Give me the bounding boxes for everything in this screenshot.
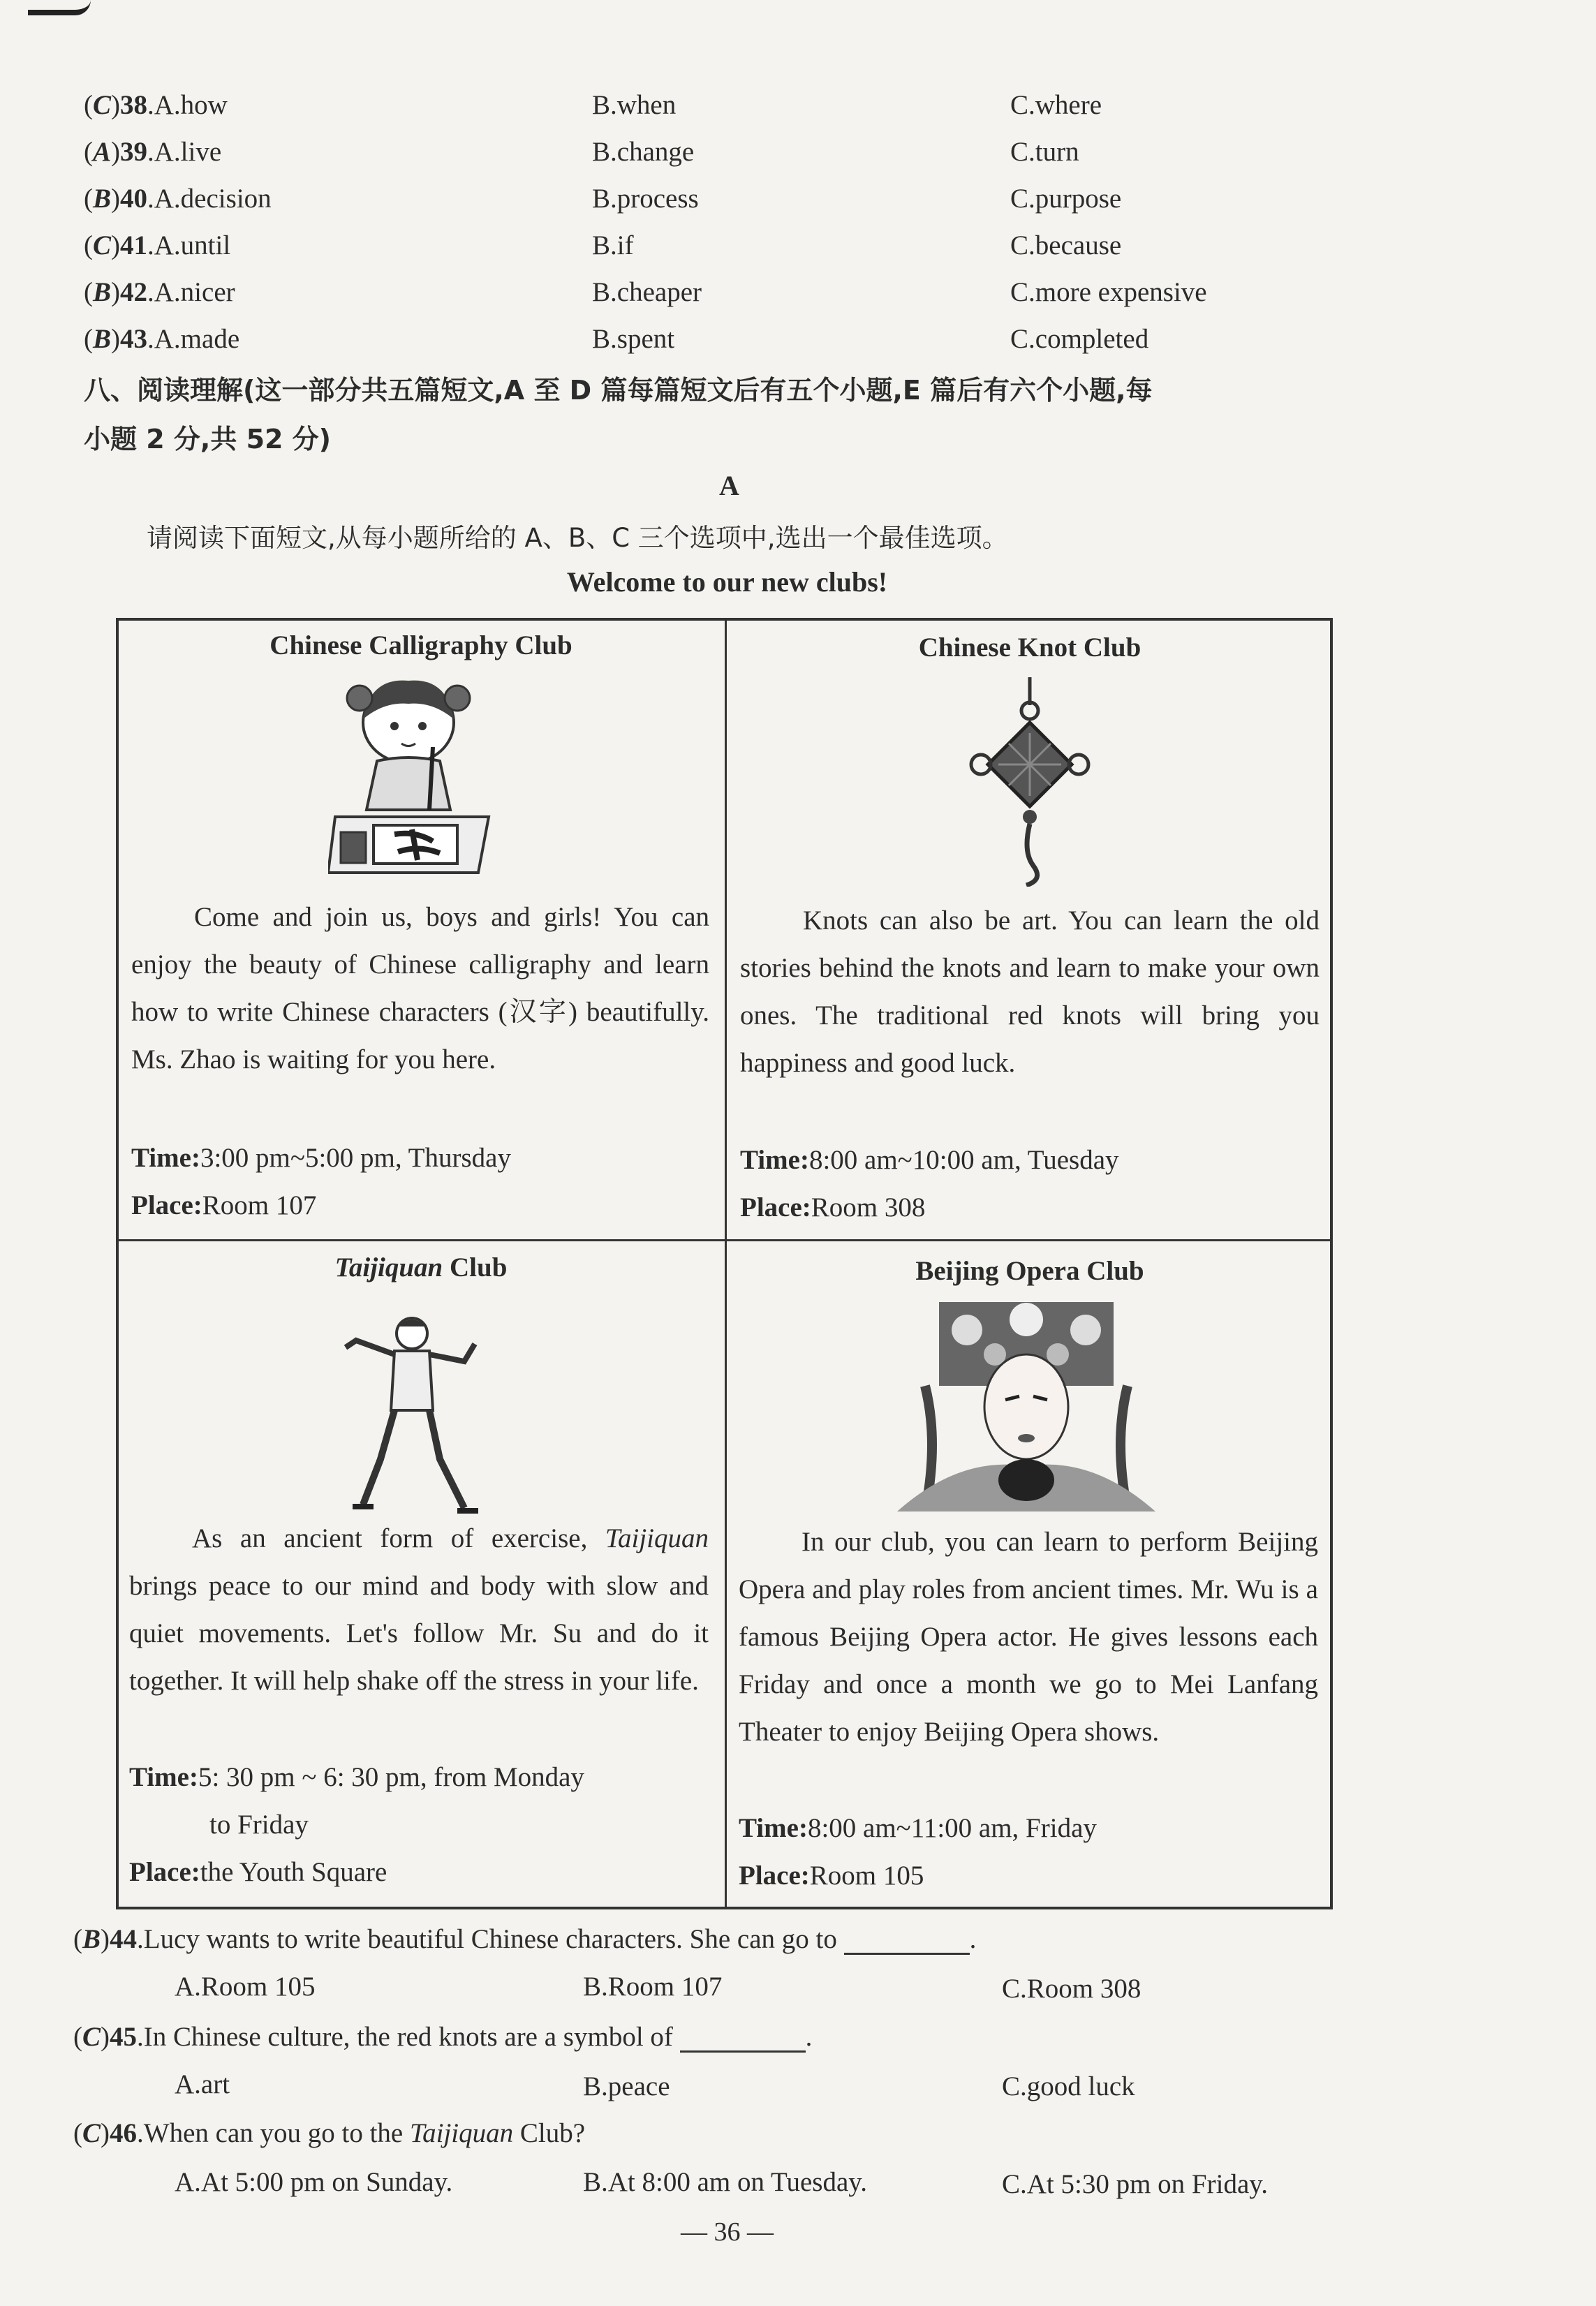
- club-place-taijiquan: Place:the Youth Square: [129, 1857, 387, 1887]
- option-b: B.process: [592, 184, 699, 214]
- table-divider-horizontal: [116, 1239, 1333, 1241]
- cloze-row-41: (C)41.A.until B.if C.because: [84, 230, 1122, 260]
- beijing-opera-illustration: [897, 1302, 1155, 1512]
- option-b: B.cheaper: [592, 277, 702, 307]
- question-45: (C)45.In Chinese culture, the red knots are a symbol of .: [73, 2022, 813, 2052]
- passage-title: Welcome to our new clubs!: [566, 566, 888, 598]
- q44-option-c: C.Room 308: [1002, 1974, 1141, 2004]
- calligraphy-girl-illustration: [328, 670, 496, 887]
- club-text-knot: Knots can also be art. You can learn the old stories behind the knots and learn to make your own ones. The traditional red knots will bring you happiness and good luck.: [740, 906, 1320, 1078]
- club-title-opera: Beijing Opera Club: [915, 1256, 1144, 1286]
- section-heading-line2: 小题 2 分,共 52 分): [84, 424, 332, 454]
- club-time-taijiquan: Time:5: 30 pm ~ 6: 30 pm, from Monday: [129, 1762, 584, 1792]
- option-c: C.purpose: [1010, 184, 1122, 214]
- club-time-calligraphy: Time:3:00 pm~5:00 pm, Thursday: [131, 1143, 511, 1173]
- q46-option-b: B.At 8:00 am on Tuesday.: [583, 2167, 868, 2197]
- club-title-knot: Chinese Knot Club: [918, 633, 1141, 663]
- club-title-taijiquan: Taijiquan Club: [334, 1252, 508, 1283]
- option-b: B.change: [592, 137, 695, 167]
- answer: C: [93, 90, 112, 120]
- club-place-calligraphy: Place:Room 107: [131, 1190, 317, 1220]
- q44-option-b: B.Room 107: [583, 1972, 723, 2002]
- cloze-row-38: (C)38.A.how B.when C.where: [84, 90, 1102, 120]
- cloze-row-39: (A)39.A.live B.change C.turn: [84, 137, 1079, 167]
- answer-blank: [844, 1929, 970, 1955]
- chinese-knot-illustration: [960, 677, 1100, 887]
- option-b: B.if: [592, 230, 634, 260]
- question-46: (C)46.When can you go to the Taijiquan Club?: [73, 2118, 586, 2148]
- q44-option-a: A.Room 105: [175, 1972, 316, 2002]
- club-place-knot: Place:Room 308: [740, 1192, 926, 1222]
- taijiquan-man-illustration: [342, 1306, 482, 1515]
- club-text-taijiquan: As an ancient form of exercise, Taijiquan brings peace to our mind and body with slow and quiet movements. Let's follow Mr. Su and do it together. It will help shake off the stress in your life.: [129, 1523, 709, 1696]
- club-title-calligraphy: Chinese Calligraphy Club: [269, 630, 572, 660]
- option-b: B.spent: [592, 324, 675, 354]
- club-text-calligraphy: Come and join us, boys and girls! You can enjoy the beauty of Chinese calligraphy and learn how to write Chinese characters (汉字) beautifully. Ms. Zhao is waiting for you here.: [131, 902, 709, 1074]
- club-place-opera: Place:Room 105: [739, 1861, 924, 1891]
- part-label: A: [719, 470, 739, 501]
- cloze-row-40: (B)40.A.decision B.process C.purpose: [84, 184, 1122, 214]
- club-time-taijiquan-cont: to Friday: [209, 1810, 309, 1840]
- cloze-row-43: (B)43.A.made B.spent C.completed: [84, 324, 1149, 354]
- section-heading-line1: 八、阅读理解(这一部分共五篇短文,A 至 D 篇每篇短文后有五个小题,E 篇后有六个小题,每: [84, 375, 1153, 406]
- instruction: 请阅读下面短文,从每小题所给的 A、B、C 三个选项中,选出一个最佳选项。: [147, 523, 1008, 553]
- option-b: B.when: [592, 90, 677, 120]
- q45-option-a: A.art: [175, 2069, 230, 2099]
- page-number: — 36 —: [681, 2217, 774, 2247]
- question-44: (B)44.Lucy wants to write beautiful Chinese characters. She can go to .: [73, 1924, 977, 1954]
- club-text-opera: In our club, you can learn to perform Beijing Opera and play roles from ancient times. Mr. Wu is a famous Beijing Opera actor. He gives lessons each Friday and once a month we go to Mei Lanfang Theater to enjoy Beijing Opera shows.: [739, 1527, 1318, 1747]
- club-time-knot: Time:8:00 am~10:00 am, Tuesday: [740, 1145, 1119, 1175]
- option-c: C.because: [1010, 230, 1122, 260]
- q45-option-c: C.good luck: [1002, 2071, 1135, 2101]
- option-c: C.turn: [1010, 137, 1079, 167]
- answer-blank: [680, 2027, 806, 2053]
- q45-option-b: B.peace: [583, 2071, 670, 2101]
- option-c: C.where: [1010, 90, 1102, 120]
- option-c: C.completed: [1010, 324, 1149, 354]
- q46-option-c: C.At 5:30 pm on Friday.: [1002, 2169, 1268, 2199]
- option-c: C.more expensive: [1010, 277, 1207, 307]
- q46-option-a: A.At 5:00 pm on Sunday.: [175, 2167, 453, 2197]
- table-divider-vertical: [725, 618, 727, 1909]
- club-time-opera: Time:8:00 am~11:00 am, Friday: [739, 1813, 1097, 1843]
- corner-mark: [28, 0, 91, 15]
- cloze-row-42: (B)42.A.nicer B.cheaper C.more expensive: [84, 277, 1207, 307]
